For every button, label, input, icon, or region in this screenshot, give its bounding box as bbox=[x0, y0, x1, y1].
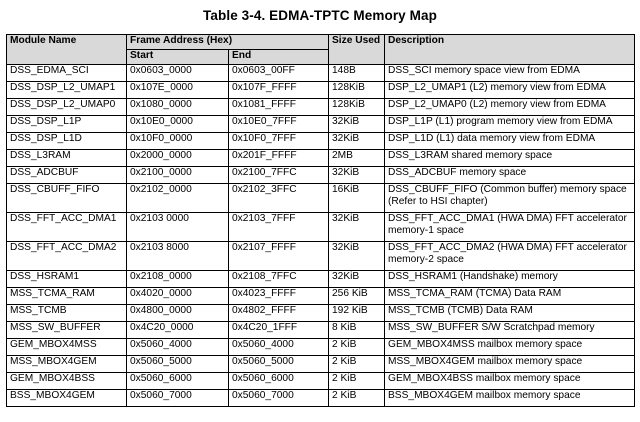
cell-start-address: 0x107E_0000 bbox=[127, 82, 229, 99]
table-row bbox=[7, 65, 635, 82]
cell-module-name: MSS_SW_BUFFER bbox=[7, 322, 127, 339]
table-row bbox=[7, 213, 635, 242]
cell-start-address: 0x2103 8000 bbox=[127, 242, 229, 271]
cell-description: DSS_FFT_ACC_DMA2 (HWA DMA) FFT accelerator memory-2 space bbox=[385, 242, 635, 271]
header-description: Description bbox=[385, 35, 635, 65]
cell-end-address: 0x5060_7000 bbox=[229, 390, 329, 407]
cell-end-address: 0x5060_4000 bbox=[229, 339, 329, 356]
cell-description: BSS_MBOX4GEM mailbox memory space bbox=[385, 390, 635, 407]
cell-end-address: 0x4C20_1FFF bbox=[229, 322, 329, 339]
table-row bbox=[7, 242, 635, 271]
cell-module-name: MSS_TCMA_RAM bbox=[7, 288, 127, 305]
cell-start-address: 0x4C20_0000 bbox=[127, 322, 229, 339]
table-row bbox=[7, 133, 635, 150]
table-row bbox=[7, 116, 635, 133]
cell-size-used: 32KiB bbox=[329, 133, 385, 150]
cell-size-used: 32KiB bbox=[329, 167, 385, 184]
cell-end-address: 0x4023_FFFF bbox=[229, 288, 329, 305]
cell-module-name: BSS_MBOX4GEM bbox=[7, 390, 127, 407]
cell-end-address: 0x5060_6000 bbox=[229, 373, 329, 390]
cell-size-used: 2MB bbox=[329, 150, 385, 167]
cell-size-used: 128KiB bbox=[329, 99, 385, 116]
cell-description: DSS_SCI memory space view from EDMA bbox=[385, 65, 635, 82]
cell-end-address: 0x2100_7FFC bbox=[229, 167, 329, 184]
cell-size-used: 32KiB bbox=[329, 116, 385, 133]
cell-start-address: 0x4800_0000 bbox=[127, 305, 229, 322]
cell-description: MSS_TCMA_RAM (TCMA) Data RAM bbox=[385, 288, 635, 305]
cell-description: DSP_L1D (L1) data memory view from EDMA bbox=[385, 133, 635, 150]
header-module-name: Module Name bbox=[7, 35, 127, 65]
cell-start-address: 0x4020_0000 bbox=[127, 288, 229, 305]
cell-module-name: DSS_HSRAM1 bbox=[7, 271, 127, 288]
cell-end-address: 0x5060_5000 bbox=[229, 356, 329, 373]
cell-module-name: GEM_MBOX4MSS bbox=[7, 339, 127, 356]
table-row bbox=[7, 339, 635, 356]
cell-start-address: 0x5060_5000 bbox=[127, 356, 229, 373]
table-row bbox=[7, 322, 635, 339]
cell-start-address: 0x2103 0000 bbox=[127, 213, 229, 242]
table-row bbox=[7, 288, 635, 305]
cell-description: DSP_L1P (L1) program memory view from EDMA bbox=[385, 116, 635, 133]
cell-end-address: 0x107F_FFFF bbox=[229, 82, 329, 99]
cell-description: DSS_FFT_ACC_DMA1 (HWA DMA) FFT accelerator memory-1 space bbox=[385, 213, 635, 242]
cell-description: GEM_MBOX4MSS mailbox memory space bbox=[385, 339, 635, 356]
cell-size-used: 2 KiB bbox=[329, 373, 385, 390]
cell-description: DSS_CBUFF_FIFO (Common buffer) memory space (Refer to HSI chapter) bbox=[385, 184, 635, 213]
cell-size-used: 16KiB bbox=[329, 184, 385, 213]
table-row bbox=[7, 356, 635, 373]
cell-size-used: 32KiB bbox=[329, 271, 385, 288]
cell-module-name: DSS_EDMA_SCI bbox=[7, 65, 127, 82]
cell-start-address: 0x0603_0000 bbox=[127, 65, 229, 82]
cell-start-address: 0x2102_0000 bbox=[127, 184, 229, 213]
cell-module-name: GEM_MBOX4BSS bbox=[7, 373, 127, 390]
table-row bbox=[7, 82, 635, 99]
cell-module-name: MSS_TCMB bbox=[7, 305, 127, 322]
table-row bbox=[7, 390, 635, 407]
cell-end-address: 0x2102_3FFC bbox=[229, 184, 329, 213]
cell-start-address: 0x2108_0000 bbox=[127, 271, 229, 288]
cell-size-used: 192 KiB bbox=[329, 305, 385, 322]
cell-description: DSP_L2_UMAP0 (L2) memory view from EDMA bbox=[385, 99, 635, 116]
header-frame-address: Frame Address (Hex) bbox=[127, 35, 329, 50]
cell-size-used: 2 KiB bbox=[329, 356, 385, 373]
cell-module-name: DSS_CBUFF_FIFO bbox=[7, 184, 127, 213]
cell-end-address: 0x2107_FFFF bbox=[229, 242, 329, 271]
cell-module-name: DSS_FFT_ACC_DMA1 bbox=[7, 213, 127, 242]
table-header bbox=[7, 35, 635, 65]
cell-description: MSS_TCMB (TCMB) Data RAM bbox=[385, 305, 635, 322]
cell-end-address: 0x10E0_7FFF bbox=[229, 116, 329, 133]
cell-module-name: DSS_DSP_L1D bbox=[7, 133, 127, 150]
table-body bbox=[7, 65, 635, 407]
cell-size-used: 32KiB bbox=[329, 213, 385, 242]
header-size-used: Size Used bbox=[329, 35, 385, 65]
cell-module-name: DSS_ADCBUF bbox=[7, 167, 127, 184]
cell-module-name: DSS_FFT_ACC_DMA2 bbox=[7, 242, 127, 271]
header-end: End bbox=[229, 50, 329, 65]
cell-module-name: DSS_DSP_L2_UMAP1 bbox=[7, 82, 127, 99]
cell-end-address: 0x2103_7FFF bbox=[229, 213, 329, 242]
cell-start-address: 0x2000_0000 bbox=[127, 150, 229, 167]
cell-size-used: 2 KiB bbox=[329, 339, 385, 356]
cell-start-address: 0x5060_4000 bbox=[127, 339, 229, 356]
table-row bbox=[7, 271, 635, 288]
cell-description: DSP_L2_UMAP1 (L2) memory view from EDMA bbox=[385, 82, 635, 99]
cell-size-used: 2 KiB bbox=[329, 390, 385, 407]
cell-start-address: 0x1080_0000 bbox=[127, 99, 229, 116]
cell-start-address: 0x5060_7000 bbox=[127, 390, 229, 407]
cell-description: GEM_MBOX4BSS mailbox memory space bbox=[385, 373, 635, 390]
table-title: Table 3-4. EDMA-TPTC Memory Map bbox=[203, 8, 437, 23]
cell-start-address: 0x10F0_0000 bbox=[127, 133, 229, 150]
cell-size-used: 256 KiB bbox=[329, 288, 385, 305]
cell-size-used: 128KiB bbox=[329, 82, 385, 99]
cell-start-address: 0x10E0_0000 bbox=[127, 116, 229, 133]
cell-size-used: 32KiB bbox=[329, 242, 385, 271]
cell-description: DSS_L3RAM shared memory space bbox=[385, 150, 635, 167]
cell-module-name: MSS_MBOX4GEM bbox=[7, 356, 127, 373]
cell-size-used: 8 KiB bbox=[329, 322, 385, 339]
cell-module-name: DSS_DSP_L2_UMAP0 bbox=[7, 99, 127, 116]
table-row bbox=[7, 99, 635, 116]
cell-end-address: 0x10F0_7FFF bbox=[229, 133, 329, 150]
header-start: Start bbox=[127, 50, 229, 65]
cell-start-address: 0x5060_6000 bbox=[127, 373, 229, 390]
memory-map-table bbox=[6, 34, 635, 407]
cell-end-address: 0x1081_FFFF bbox=[229, 99, 329, 116]
cell-end-address: 0x4802_FFFF bbox=[229, 305, 329, 322]
cell-start-address: 0x2100_0000 bbox=[127, 167, 229, 184]
cell-end-address: 0x2108_7FFC bbox=[229, 271, 329, 288]
table-row bbox=[7, 373, 635, 390]
cell-module-name: DSS_L3RAM bbox=[7, 150, 127, 167]
cell-description: DSS_HSRAM1 (Handshake) memory bbox=[385, 271, 635, 288]
cell-size-used: 148B bbox=[329, 65, 385, 82]
table-row bbox=[7, 184, 635, 213]
table-row bbox=[7, 305, 635, 322]
table-row bbox=[7, 150, 635, 167]
cell-description: DSS_ADCBUF memory space bbox=[385, 167, 635, 184]
table-row bbox=[7, 167, 635, 184]
cell-end-address: 0x0603_00FF bbox=[229, 65, 329, 82]
cell-description: MSS_SW_BUFFER S/W Scratchpad memory bbox=[385, 322, 635, 339]
cell-module-name: DSS_DSP_L1P bbox=[7, 116, 127, 133]
cell-end-address: 0x201F_FFFF bbox=[229, 150, 329, 167]
cell-description: MSS_MBOX4GEM mailbox memory space bbox=[385, 356, 635, 373]
